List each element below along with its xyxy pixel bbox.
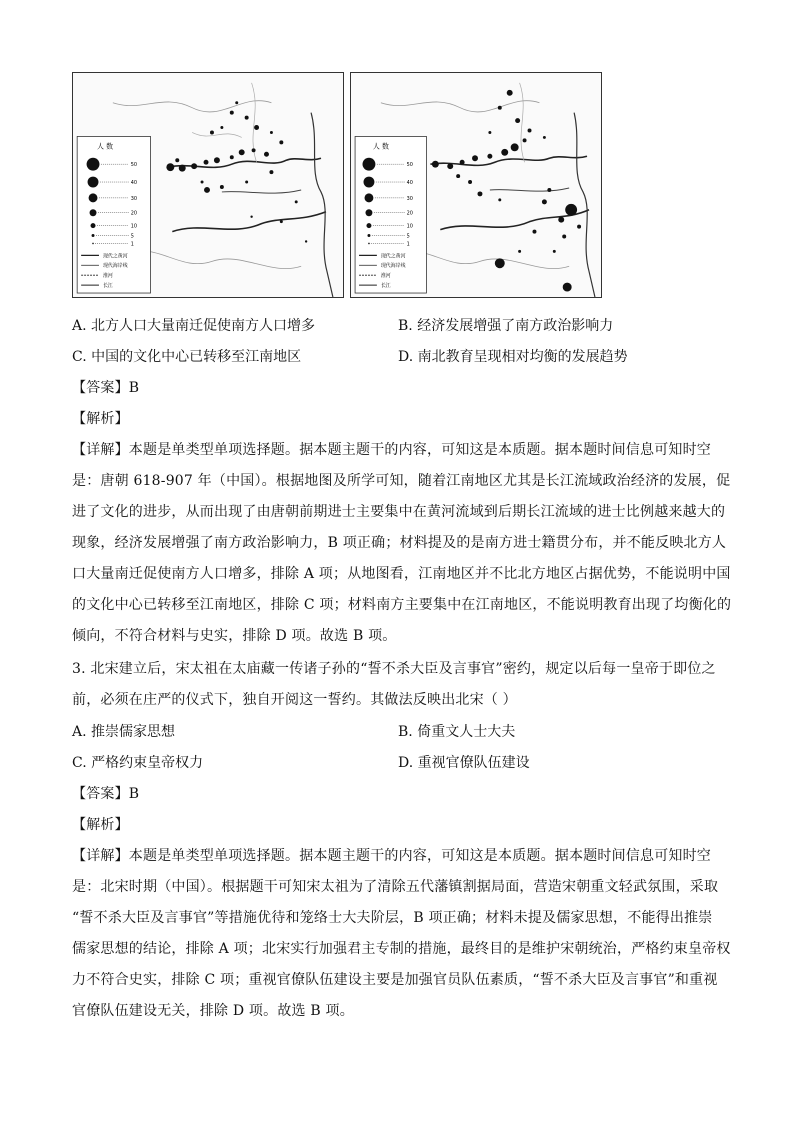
legend-40: 40: [130, 180, 137, 187]
q3-detail-line: “誓不杀大臣及言事官”等措施优待和笼络士大夫阶层，B 项正确；材料未提及儒家思想，不能得出推崇: [72, 910, 713, 926]
q2-analysis-label: 【解析】: [72, 411, 129, 427]
q3-detail-line: 儒家思想的结论，排除 A 项；北宋实行加强君主专制的措施，最终目的是维护宋朝统治，严格约束皇帝权: [72, 941, 731, 957]
legend-right-line-coast: 现代海岸线: [380, 263, 406, 270]
legend-right-20: 20: [406, 210, 413, 217]
legend-30: 30: [130, 195, 137, 202]
q2-detail-line: 的文化中心已转移至江南地区，排除 C 项；材料南方主要集中在江南地区，不能说明教育出现了均衡化的: [72, 597, 732, 613]
legend-right-1: 1: [406, 241, 410, 248]
q2-option-d: D. 南北教育呈现相对均衡的发展趋势: [398, 349, 628, 365]
q3-detail-line: 【详解】本题是单类型单项选择题。据本题主题干的内容，可知这是本质题。据本题时间信息可知时空: [72, 848, 711, 864]
map-late-tang-svg: [351, 73, 601, 297]
legend-line-yellow-river: 现代之黄河: [102, 253, 128, 260]
map-late-tang-dots: [432, 90, 581, 292]
map-early-tang-dots: [166, 101, 307, 242]
q2-detail-line: 现象，经济发展增强了南方政治影响力，B 项正确；材料提及的是南方进士籍贯分布，并不能反映北方人: [72, 535, 727, 551]
q2-detail-line: 倾向，不符合材料与史实，排除 D 项。故选 B 项。: [72, 628, 397, 644]
legend-20: 20: [130, 210, 137, 217]
legend-line-yangtze: 长江: [102, 283, 113, 290]
q3-option-d: D. 重视官僚队伍建设: [398, 755, 530, 771]
legend-10: 10: [130, 223, 137, 230]
q2-option-a: A. 北方人口大量南迁促使南方人口增多: [72, 318, 316, 334]
legend-right-10: 10: [406, 223, 413, 230]
q2-detail-line: 口大量南迁促使南方人口增多，排除 A 项；从地图看，江南地区并不比北方地区占据优势，不能说明中国: [72, 566, 731, 582]
legend-1: 1: [130, 241, 134, 248]
q3-detail-line: 力不符合史实，排除 C 项；重视官僚队伍建设主要是加强官员队伍素质，“誓不杀大臣及言事官”和重视: [72, 972, 718, 988]
q3-answer: 【答案】B: [72, 786, 140, 802]
q2-option-b: B. 经济发展增强了南方政治影响力: [398, 318, 614, 334]
q2-detail-line: 是：唐朝 618-907 年（中国）。根据地图及所学可知，随着江南地区尤其是长江流域政治经济的发展，促: [72, 473, 731, 489]
q3-option-c: C. 严格约束皇帝权力: [72, 755, 204, 771]
legend-right-30: 30: [406, 195, 413, 202]
legend-title: 人 数: [96, 142, 114, 151]
q3-option-a: A. 推崇儒家思想: [72, 724, 176, 740]
q3-analysis-label: 【解析】: [72, 817, 129, 833]
q3-stem-line: 3. 北宋建立后，宋太祖在太庙藏一传诸子孙的“誓不杀大臣及言事官”密约，规定以后每一皇帝于即位之: [72, 661, 716, 677]
q3-detail-line: 官僚队伍建设无关，排除 D 项。故选 B 项。: [72, 1003, 354, 1019]
legend-right-line-yellow-river: 现代之黄河: [380, 253, 406, 260]
map-early-tang-svg: [73, 73, 343, 297]
q3-detail-line: 是：北宋时期（中国）。根据题干可知宋太祖为了清除五代藩镇割据局面，营造宋朝重文轻武氛围，采取: [72, 879, 719, 895]
q2-detail-line: 【详解】本题是单类型单项选择题。据本题主题干的内容，可知这是本质题。据本题时间信息可知时空: [72, 442, 711, 458]
legend-title-right: 人 数: [372, 142, 389, 151]
legend-right-40: 40: [406, 180, 413, 187]
legend-line-coast: 现代海岸线: [102, 263, 128, 270]
legend-line-huai: 淮河: [102, 273, 113, 280]
q3-option-b: B. 倚重文人士大夫: [398, 724, 516, 740]
legend-50: 50: [130, 162, 137, 169]
map-early-tang: [72, 72, 344, 298]
map-late-tang: [350, 72, 602, 298]
q2-option-c: C. 中国的文化中心已转移至江南地区: [72, 349, 302, 365]
q2-detail-line: 进了文化的进步，从而出现了由唐朝前期进士主要集中在黄河流域到后期长江流域的进士比例越来越大的: [72, 504, 726, 520]
legend-right-line-yangtze: 长江: [380, 283, 391, 290]
q2-answer: 【答案】B: [72, 380, 140, 396]
legend-right-5: 5: [406, 233, 410, 240]
legend-5: 5: [130, 233, 134, 240]
legend-right-line-huai: 淮河: [380, 273, 391, 280]
q3-stem-line: 前，必须在庄严的仪式下，独自开阅这一誓约。其做法反映出北宋（ ）: [72, 692, 517, 708]
legend-right-50: 50: [406, 162, 413, 169]
